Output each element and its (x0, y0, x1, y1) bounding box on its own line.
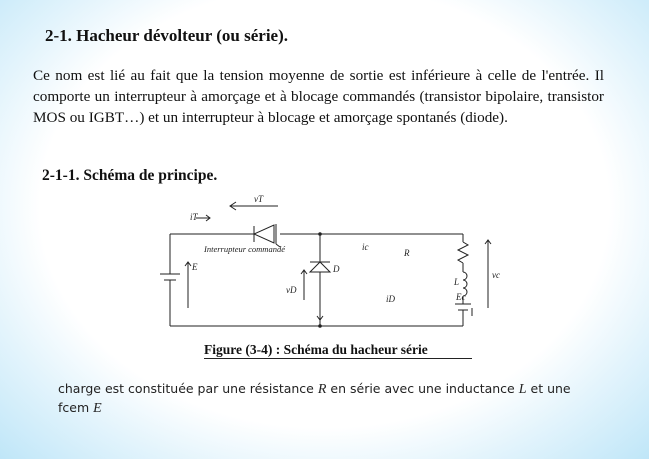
e-label: E (192, 262, 198, 272)
tail-text-4: fcem (58, 399, 90, 415)
tail-symbol-l: L (518, 382, 527, 397)
trailing-paragraph (58, 380, 618, 417)
ic-label: ic (362, 242, 369, 252)
ec-label: Ec (456, 292, 466, 302)
intro-paragraph: Ce nom est lié au fait que la tension moyenne de sortie est inférieure à celle de l'entrée. Il comporte un interrupteur à amorçage et à blocage commandés (transistor bipolaire, transistor MOS ou IGBT…) et un interrupteur à blocage et amorçage spontanés (diode). (33, 67, 604, 127)
tail-symbol-r: R (317, 382, 327, 397)
tail-text-3: et une (530, 381, 571, 396)
tail-text-2: en série avec une inductance (330, 381, 515, 396)
vt-label: vT (254, 194, 263, 204)
vd-label: vD (286, 285, 297, 295)
l-label: L (454, 277, 460, 287)
it-label: iT (190, 212, 198, 222)
tail-symbol-e: E (93, 400, 102, 416)
d-label: D (333, 264, 340, 274)
r-label: R (404, 248, 410, 258)
id-label: iD (386, 294, 395, 304)
figure-caption: Figure (3-4) : Schéma du hacheur série (204, 342, 428, 357)
caption-underline (204, 358, 472, 359)
tail-text-1: charge est constituée par une résistance (58, 381, 314, 396)
section-heading: 2-1. Hacheur dévolteur (ou série). (45, 26, 288, 45)
switch-label: Interrupteur commandé (204, 244, 285, 254)
vc-label: vc (492, 270, 500, 280)
buck-converter-schematic (150, 190, 500, 330)
subsection-heading: 2-1-1. Schéma de principe. (42, 167, 218, 184)
